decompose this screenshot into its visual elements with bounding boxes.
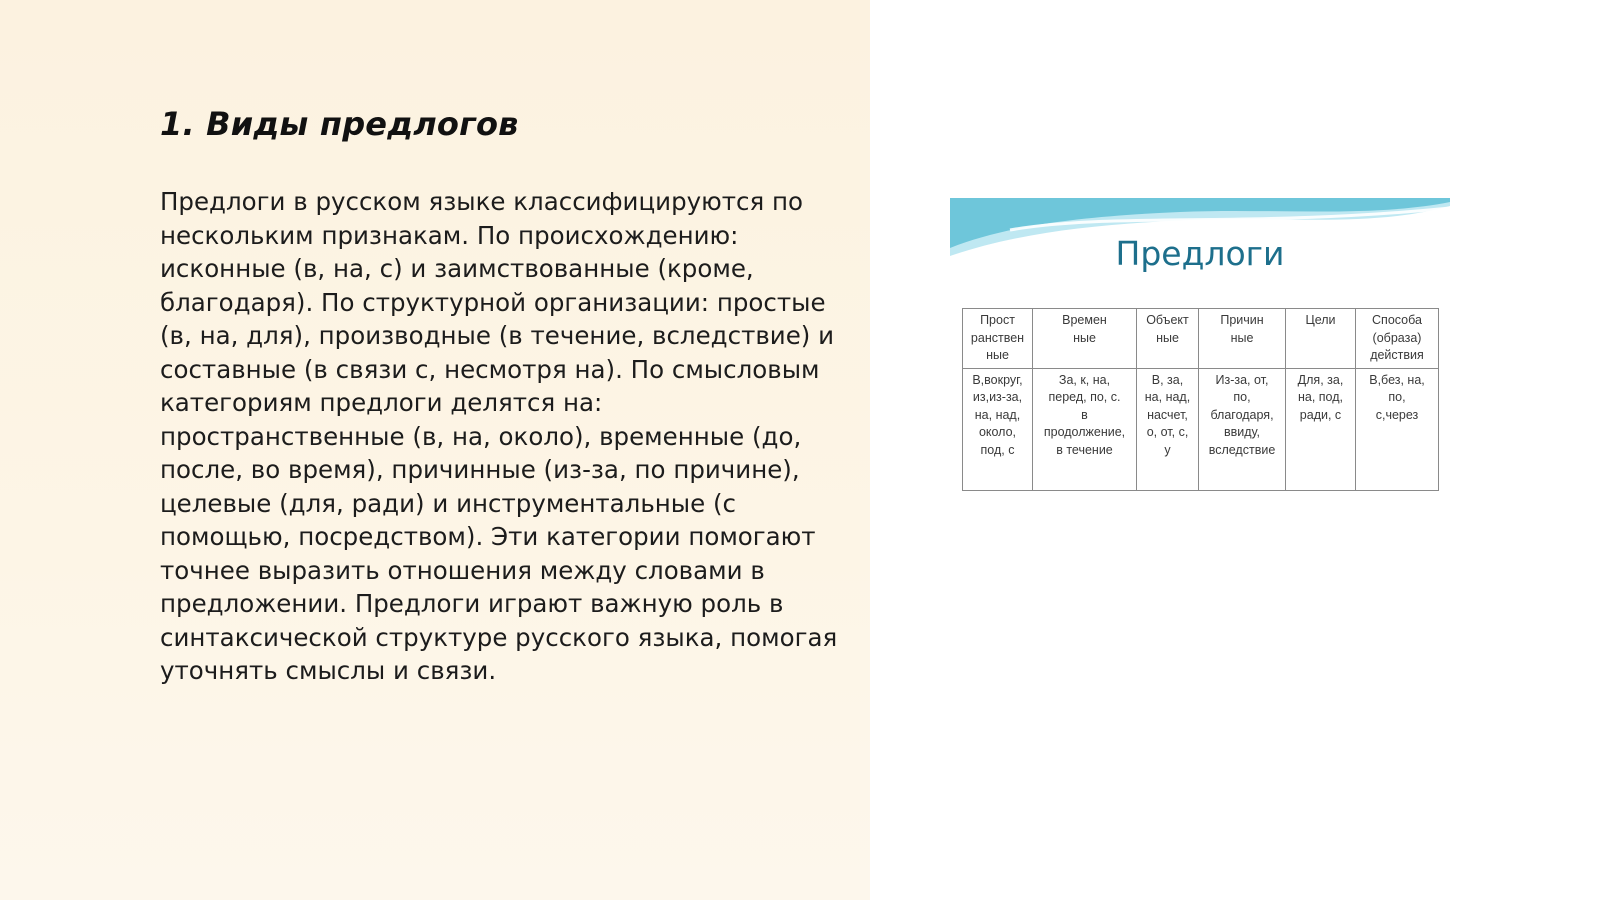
prepositions-figure [950,198,1450,498]
table-cell: За, к, на, перед, по, с. в продолжение, в течение [1033,368,1137,490]
table-cell: Для, за, на, под, ради, с [1286,368,1356,490]
table-header-cell: Причин ные [1199,309,1286,369]
table-cell: Из-за, от, по, благодаря, ввиду, вследствие [1199,368,1286,490]
prepositions-table [962,308,1439,491]
table-header-cell: Прост ранствен ные [963,309,1033,369]
slide-title: 1. Виды предлогов [160,105,519,143]
table-header-cell: Времен ные [1033,309,1137,369]
slide-body-text: Предлоги в русском языке классифицируются по нескольким признакам. По происхождению: исконные (в, на, с) и заимствованные (кроме, благодаря). По структурной организации: простые (в, на, для), производные (в течение, вследствие) и составные (в связи с, несмотря на). По смысловым категориям предлоги делятся на: пространственные (в, на, около), временные (до, после, во время), причинные (из-за, по причине), целевые (для, ради) и инструментальные (с помощью, посредством). Эти категории помогают точнее выразить отношения между словами в предложении. Предлоги играют важную роль в синтаксической структуре русского языка, помогая уточнять смыслы и связи. [160,187,838,685]
table-header-cell: Способа (образа) действия [1356,309,1439,369]
table-cell: В, за, на, над, насчет, о, от, с, у [1137,368,1199,490]
table-cell: В,вокруг, из,из-за, на, над, около, под, с [963,368,1033,490]
table-header-row [963,309,1439,369]
table-row [963,368,1439,490]
figure-title: Предлоги [1115,234,1285,273]
table-header-cell: Цели [1286,309,1356,369]
table-cell: В,без, на, по, с,через [1356,368,1439,490]
table-header-cell: Объект ные [1137,309,1199,369]
